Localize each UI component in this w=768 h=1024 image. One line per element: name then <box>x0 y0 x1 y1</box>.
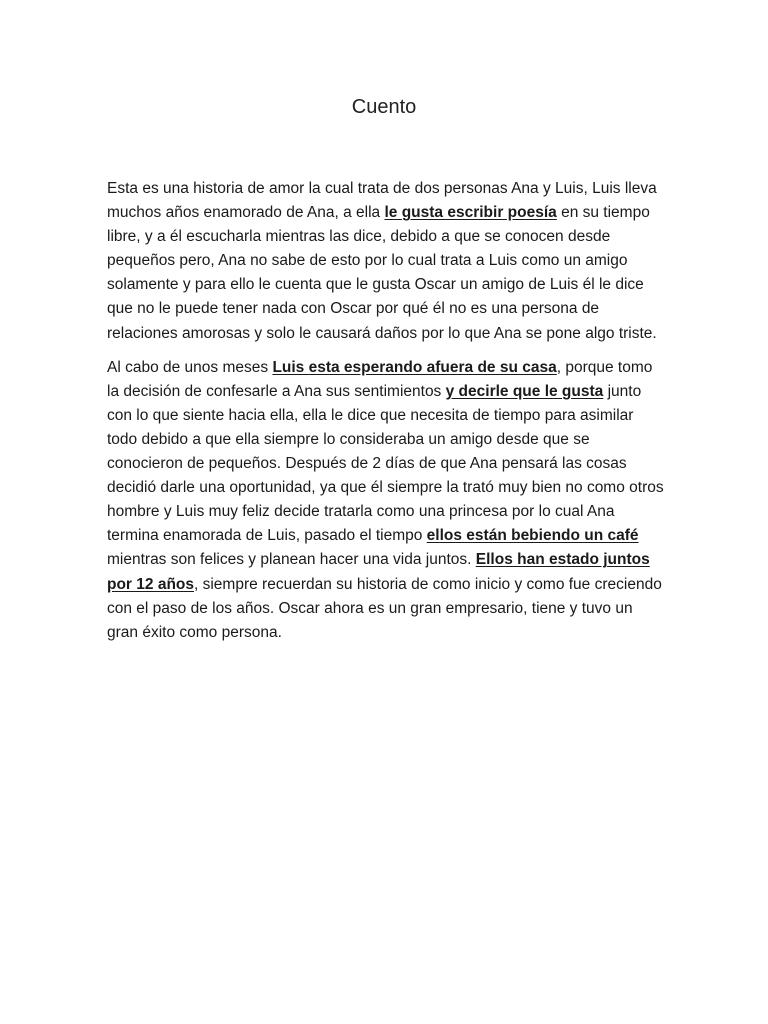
underlined-phrase: ellos están bebiendo un café <box>426 527 639 545</box>
underlined-phrase: Ellos han estado juntos por 12 años <box>107 551 650 593</box>
paragraph-2 <box>107 356 667 645</box>
paragraph-text-segment: Al cabo de unos meses <box>107 358 273 376</box>
document-body <box>107 177 667 645</box>
paragraph-text-segment: mientras son felices y planean hacer una vida juntos. <box>107 551 476 569</box>
paragraph-text-segment: Esta es una historia de amor la cual trata de dos personas Ana y Luis, Luis lleva muchos años enamorado de Ana, a ella <box>107 180 657 222</box>
document-title: Cuento <box>351 96 417 118</box>
paragraph-text-segment: en su tiempo libre, y a él escucharla mientras las dice, debido a que se conocen desde pequeños pero, Ana no sabe de esto por lo cual trata a Luis como un amigo solamente y para ello le cuenta que le gusta Oscar un amigo de Luis él le dice que no le puede tener nada con Oscar por qué él no es una persona de relaciones amorosas y solo le causará daños por lo que Ana se pone algo triste. <box>107 204 657 342</box>
paragraph-text-segment: , siempre recuerdan su historia de como inicio y como fue creciendo con el paso de los años. Oscar ahora es un gran empresario, tiene y tuvo un gran éxito como persona. <box>107 575 662 641</box>
underlined-phrase: Luis esta esperando afuera de su casa <box>272 358 557 376</box>
paragraph-text-segment: junto con lo que siente hacia ella, ella le dice que necesita de tiempo para asimilar todo debido a que ella siempre lo consideraba un amigo desde que se conocieron de pequeños. Después de 2 días de que Ana pensará las cosas decidió darle una oportunidad, ya que él siempre la trató muy bien no como otros hombre y Luis muy feliz decide tratarla como una princesa por lo cual Ana termina enamorada de Luis, pasado el tiempo <box>107 382 664 545</box>
underlined-phrase: y decirle que le gusta <box>445 382 604 400</box>
underlined-phrase: le gusta escribir poesía <box>384 204 557 222</box>
paragraph-text-segment: , porque tomo la decisión de confesarle a Ana sus sentimientos <box>107 358 653 400</box>
paragraph-1 <box>107 177 667 346</box>
